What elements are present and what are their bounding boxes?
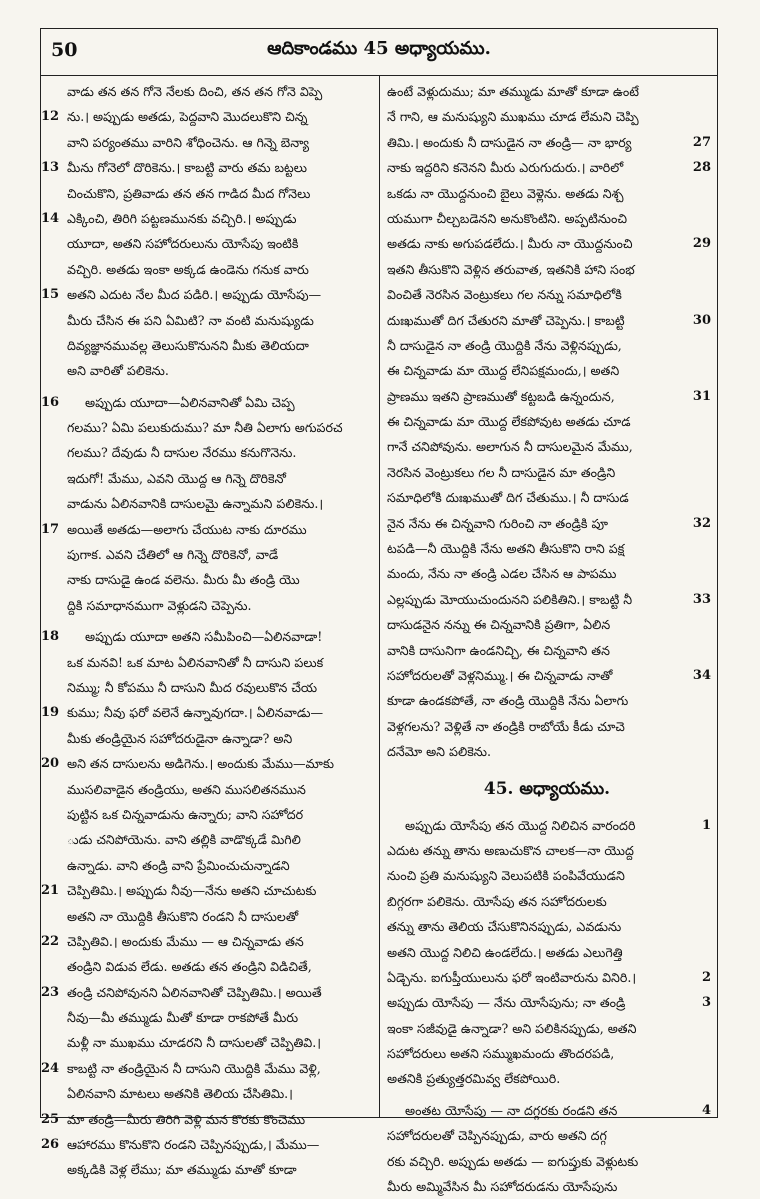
verse-number: 13 (41, 160, 60, 176)
text-line (383, 79, 711, 104)
text-line (41, 257, 369, 282)
text-line (383, 990, 711, 1015)
text-line (383, 1016, 711, 1041)
line-text: తిమి.। అందుకు నీ దాసుడైన నా తండ్రి— నా భార్య (387, 134, 632, 150)
text-line (41, 827, 369, 852)
text-line (383, 714, 711, 739)
text-line (41, 954, 369, 979)
line-text: ప్రాణము ఇతని ప్రాణముతో కట్టబడి ఉన్నందున, (387, 388, 615, 404)
line-text: ఒక మనవి! ఒక మాట ఏలినవానితో నీ దాసుని పలుక (67, 654, 324, 670)
text-line (383, 813, 711, 838)
text-line (383, 536, 711, 561)
line-text: ను.। అప్పుడు అతడు, పెద్దవాని మొదలుకొని చిన్న (67, 109, 308, 125)
text-line (41, 130, 369, 155)
verse-number: 12 (41, 109, 60, 125)
text-line (383, 838, 711, 863)
text-line (383, 460, 711, 485)
line-text: వెళ్లగలను? వెళ్లితే నా తండ్రికి రాబోయే కీడు చూచె (387, 718, 625, 734)
line-text: ఉంటే వెళ్లుదుము; మా తమ్ముడు మాతో కూడా ఉంటే (387, 84, 639, 99)
line-text: నే గాని, ఆ మనుష్యుని ముఖము చూడ లేమని చెప్పి (387, 109, 639, 125)
text-line (41, 1030, 369, 1055)
text-line (41, 491, 369, 516)
line-text: కూడా ఉండకపోతే, నా తండ్రి యొద్దికి నేను ఏలాగు (387, 693, 629, 709)
line-text: సహోదరులతో వెళ్లనిమ్ము.। ఈ చిన్నవాడు నాతో (387, 667, 613, 683)
text-line (383, 663, 711, 688)
line-text: నెరసిన వెంట్రుకలు గల నీ దాసుడైన మా తండ్రిని (387, 464, 616, 480)
text-line (383, 1098, 711, 1123)
verse-number: 26 (41, 1137, 60, 1153)
line-text: నీవు—మీ తమ్ముడు మీతో కూడా రాకపోతే మీరు (67, 1010, 299, 1026)
line-text: యూదా, అతని సహోదరులును యోసేపు ఇంటికి (67, 236, 299, 252)
line-text: దివ్యజ్ఞానమువల్ల తెలుసుకొనునని మీకు తెలియదా (67, 337, 309, 353)
line-text: అతనికి ప్రత్యుత్తరమివ్వ లేకపోయిరి. (387, 1071, 561, 1087)
verse-number: 23 (41, 984, 60, 1000)
text-line (41, 853, 369, 878)
line-text: దాసుడనైన నన్ను ఈ చిన్నవానికి ప్రతిగా, ఏలిన (387, 617, 611, 633)
verse-number: 29 (692, 236, 711, 252)
verse-number: 3 (701, 995, 711, 1011)
text-line (41, 390, 369, 415)
line-text: అప్పుడు యూదా—ఏలినవానితో ఏమి చెప్ప (85, 394, 295, 410)
text-line (41, 650, 369, 675)
text-line (383, 511, 711, 536)
line-text: గానే చనిపోవును. అలాగున నీ దాసులమైన మేము, (387, 439, 633, 455)
text-line (41, 802, 369, 827)
line-text: ఎల్లప్పుడు మోయుచుందునని పలికితిని.। కాబట్టి నీ (387, 591, 633, 607)
line-text: ద్దికి సమాధానముగా వెళ్లుడని చెప్పెను. (67, 597, 252, 613)
line-text: దుఃఖముతో దిగ చేతురని మాతో చెప్పెను.। కాబట్టి (387, 312, 625, 328)
line-text: అప్పుడు యోసేపు — నేను యోసేపును; నా తండ్రి (387, 995, 626, 1011)
text-line (41, 980, 369, 1005)
text-line (383, 1123, 711, 1148)
text-line (41, 104, 369, 129)
line-text: అతని నా యొద్దికి తీసుకొని రండని నీ దాసులతో (67, 908, 299, 924)
line-text: మందు, నేను నా తండ్రి ఎడల చేసిన ఆ పాపము (387, 566, 617, 582)
text-line (41, 593, 369, 618)
text-line (41, 542, 369, 567)
line-text: అయితే అతడు—అలాగు చేయుట నాకు దూరము (67, 521, 307, 537)
line-text: కుము; నీవు ఫరో వలెనే ఉన్నావుగదా.। ఏలినవాడు— (67, 705, 324, 721)
line-text: ఇంకా సజీవుడై ఉన్నాడా? అని పలికినప్పుడు, అతని (387, 1020, 637, 1036)
text-line (383, 282, 711, 307)
line-text: మీరు అమ్మివేసిన మీ సహోదరుడను యోసేపును (387, 1179, 618, 1195)
verse-number: 27 (692, 134, 711, 150)
text-line (41, 308, 369, 333)
line-text: అని వారితో పలికెను. (67, 363, 169, 379)
text-line (41, 231, 369, 256)
line-text: వచ్చిరి. అతడు ఇంకా అక్కడ ఉండెను గనుక వారు (67, 261, 309, 277)
page-header (41, 29, 717, 76)
text-line (383, 688, 711, 713)
line-text: వాడు తన తన గోనె నేలకు దించి, తన తన గోనె విప్పె (67, 84, 323, 99)
text-line (383, 638, 711, 663)
line-text: ఒకడు నా యొద్దనుంచి బైలు వెళ్లెను. అతడు నిశ్చ (387, 185, 624, 201)
line-text: అతడు నాకు అగుపడలేదు.। మీరు నా యొద్దనుంచి (387, 236, 633, 252)
line-text: వాని పర్యంతము వారిని శోధించెను. ఆ గిన్నె బెన్యా (67, 134, 310, 150)
line-text: సహోదరులతో చెప్పినప్పుడు, వారు అతని దగ్గ (387, 1128, 607, 1144)
line-text: ఏడ్చెను. ఐగుప్తీయులును ఫరో ఇంటివారును వినిరి.। (387, 969, 637, 985)
line-text: అని తన దాసులను అడిగెను.। అందుకు మేము—మాకు (67, 756, 334, 772)
verse-number: 33 (692, 591, 711, 607)
verse-number: 16 (41, 394, 60, 410)
line-text: చెప్పితిమి.। అప్పుడు నీవు—నేను అతని చూచుటకు (67, 883, 317, 899)
line-text: వించితే నెరసిన వెంట్రుకలు గల నన్ను సమాధిలోకి (387, 287, 622, 303)
verse-number: 32 (692, 515, 711, 531)
book-page (40, 28, 718, 1195)
line-text: ఈ చిన్నవాడు మా యొద్ద లేకపోవుట అతడు చూడ (387, 414, 631, 430)
text-line (41, 1056, 369, 1081)
line-text: నైన నేను ఈ చిన్నవాని గురించి నా తండ్రికి పూ (387, 515, 608, 531)
verse-number: 30 (692, 312, 711, 328)
verse-number: 31 (692, 388, 711, 404)
line-text: ఇతని తీసుకొని వెళ్లిన తరువాత, ఇతనికి హాని సంభ (387, 261, 635, 277)
text-line (41, 466, 369, 491)
line-text: పుట్టిన ఒక చిన్నవాడును ఉన్నారు; వాని సహోదర (67, 806, 304, 822)
text-line (41, 904, 369, 929)
line-text: నుంచి ప్రతి మనుష్యుని వెలుపటికి పంపివేయుడని (387, 868, 625, 884)
text-line (383, 612, 711, 637)
text-line (383, 561, 711, 586)
text-line (41, 777, 369, 802)
verse-number: 17 (41, 521, 60, 537)
line-text: గలము? దేవుడు నీ దాసుల నేరము కనుగొనెను. (67, 445, 297, 461)
line-text: ఆహారము కొనుకొని రండని చెప్పినప్పుడు,। మేము— (67, 1137, 320, 1153)
line-text: వానికి దాసునిగా ఉండనిచ్చి, ఈ చిన్నవాని తన (387, 642, 610, 658)
text-line (41, 415, 369, 440)
line-text: సమాధిలోకి దుఃఖముతో దిగ చేతుము.। నీ దాసుడ (387, 490, 629, 506)
line-text: ఏలినవాని మాటలు అతనికి తెలియ చేసితిమి.। (67, 1086, 293, 1102)
text-line (383, 739, 711, 764)
text-line (383, 384, 711, 409)
text-line (41, 282, 369, 307)
text-line (41, 878, 369, 903)
text-line (383, 1149, 711, 1174)
text-line (41, 700, 369, 725)
line-text: అతని ఎదుట నేల మీద పడిరి.। అప్పుడు యోసేపు— (67, 287, 322, 303)
line-text: తన్ను తాను తెలియ చేసుకొనినప్పుడు, ఎవడును (387, 919, 622, 935)
verse-number: 18 (41, 629, 60, 645)
text-line (383, 889, 711, 914)
text-line (41, 1005, 369, 1030)
line-text: అక్కడికి వెళ్ల లేము; మా తమ్ముడు మాతో కూడా (67, 1162, 297, 1178)
line-text: ఉన్నాడు. వాని తండ్రి వాని ప్రేమించుచున్నాడని (67, 857, 290, 873)
line-text: ముసలివాడైన తండ్రియు, అతని ముసలితనమున (67, 781, 306, 797)
verse-number: 34 (692, 667, 711, 683)
line-text: అంతట యోసేపు — నా దగ్గరకు రండని తన (405, 1102, 618, 1118)
verse-number: 19 (41, 705, 60, 721)
text-line (41, 1157, 369, 1182)
line-text: యముగా చీల్చబడెనని అనుకొంటిని. అప్పటినుంచి (387, 210, 628, 226)
line-text: తండ్రి చనిపోవునని ఏలినవానితో చెప్పితిమి.। అయితే (67, 984, 322, 1000)
text-line (41, 440, 369, 465)
verse-number: 15 (41, 287, 60, 303)
text-line (383, 409, 711, 434)
text-line (383, 257, 711, 282)
text-line (383, 308, 711, 333)
verse-number: 25 (41, 1111, 60, 1127)
verse-number: 20 (41, 756, 60, 772)
text-line (383, 1174, 711, 1199)
text-line (383, 863, 711, 888)
line-text: ఎక్కించి, తిరిగి పట్టణమునకు వచ్చిరి.। అప్పుడు (67, 210, 297, 226)
column-divider (379, 75, 380, 1117)
text-line (383, 231, 711, 256)
line-text: ఎదుట తన్ను తాను అణుచుకొన చాలక—నా యొద్ద (387, 842, 634, 858)
line-text: అతని యొద్ద నిలిచి ఉండలేదు.। అతడు ఎలుగెత్తి (387, 944, 623, 960)
text-line (41, 155, 369, 180)
text-line (383, 1066, 711, 1091)
text-line (41, 206, 369, 231)
verse-number: 22 (41, 933, 60, 949)
line-text: వాడును ఏలినవానికి దాసులమై ఉన్నామని పలికెను.। (67, 496, 324, 512)
verse-number: 24 (41, 1060, 60, 1076)
text-line (41, 517, 369, 542)
text-line (383, 587, 711, 612)
text-line (383, 940, 711, 965)
line-text: కాబట్టి నా తండ్రియైన నీ దాసుని యొద్దికి మేము వెళ్లి, (67, 1060, 321, 1076)
line-text: బిగ్గరగా పలికెను. యోసేపు తన సహోదరులకు (387, 893, 607, 909)
line-text: నాకు దాసుడై ఉండ వలెను. మీరు మీ తండ్రి యొ (67, 572, 300, 588)
verse-number: 21 (41, 883, 60, 899)
text-line (383, 485, 711, 510)
text-line (41, 333, 369, 358)
text-line (383, 130, 711, 155)
line-text: అప్పుడు యూదా అతని సమీపించి—ఏలినవాడా! (85, 629, 323, 645)
line-text: గలము? ఏమి పలుకుదుము? మా నీతి ఏలాగు అగుపరచ (67, 420, 343, 436)
page-title: ఆదికాండము 45 అధ్యాయము. (267, 38, 491, 59)
verse-number: 1 (701, 817, 711, 833)
chapter-heading: 45. అధ్యాయము. (483, 778, 611, 799)
text-line (41, 726, 369, 751)
text-line (383, 965, 711, 990)
verse-number: 28 (692, 160, 711, 176)
line-text: టపడి—నీ యొద్దికి నేను అతని తీసుకొని రాని పక్ష (387, 541, 625, 557)
right-column (383, 79, 711, 1195)
text-line (383, 434, 711, 459)
line-text: మళ్లీ నా ముఖము చూడరని నీ దాసులతో చెప్పితివి.। (67, 1035, 322, 1051)
text-line (41, 567, 369, 592)
text-line (41, 675, 369, 700)
text-line (383, 206, 711, 231)
line-text: ుడు చనిపోయెను. వాని తల్లికి వాడొక్కడే మిగిలి (67, 832, 301, 848)
text-line (383, 914, 711, 939)
text-line (41, 1132, 369, 1157)
left-column (41, 79, 369, 1178)
text-line (383, 358, 711, 383)
text-line (41, 929, 369, 954)
line-text: రకు వచ్చిరి. అప్పుడు అతడు — ఐగుప్తుకు వెళ్లుటకు (387, 1153, 639, 1169)
text-line (383, 155, 711, 180)
line-text: సహోదరులు అతని సమ్ముఖమందు తొందరపడి, (387, 1046, 615, 1062)
text-line (41, 181, 369, 206)
text-line (383, 104, 711, 129)
text-line (383, 1041, 711, 1066)
verse-number: 14 (41, 210, 60, 226)
text-line (41, 1107, 369, 1132)
line-text: మీను గోనెలో దొరికెను.। కాబట్టి వారు తమ బట్టలు (67, 160, 308, 176)
text-line (383, 181, 711, 206)
line-text: ఇదుగో! మేము, ఎవని యొద్ద ఆ గిన్నె దొరికెనో (67, 470, 286, 486)
page-number: 50 (51, 39, 78, 61)
text-line (41, 1081, 369, 1106)
line-text: మా తండ్రి—మీరు తిరిగి వెళ్లి మన కొరకు కొంచెము (67, 1111, 306, 1127)
line-text: తండ్రిని విడువ లేడు. అతడు తన తండ్రిని విడిచితే, (67, 959, 312, 975)
text-line (41, 79, 369, 104)
line-text: అప్పుడు యోసేపు తన యొద్ద నిలిచిన వారందరి (405, 817, 636, 833)
line-text: చించుకొని, ప్రతివాడు తన తన గాడిద మీద గోనెలు (67, 185, 311, 201)
line-text: పుగాక. ఎవని చేతిలో ఆ గిన్నె దొరికెనో, వాడే (67, 547, 279, 563)
line-text: ఈ చిన్నవాడు మా యొద్ద లేనిపక్షమందు,। అతని (387, 363, 620, 379)
text-line (383, 333, 711, 358)
line-text: నాకు ఇద్దరిని కనెనని మీరు ఎరుగుదురు.। వారిలో (387, 160, 624, 176)
line-text: నిమ్ము; నీ కోపము నీ దాసుని మీద రవులుకొన చేయ (67, 679, 318, 695)
text-line (41, 358, 369, 383)
text-line (41, 624, 369, 649)
line-text: చెప్పితివి.। అందుకు మేము — ఆ చిన్నవాడు తన (67, 933, 304, 949)
line-text: నీ దాసుడైన నా తండ్రి యొద్దికి నేను వెళ్లినప్పుడు, (387, 337, 622, 353)
text-line (41, 751, 369, 776)
verse-number: 2 (701, 969, 711, 985)
verse-number: 4 (701, 1102, 711, 1118)
line-text: దనేమో అని పలికెను. (387, 744, 491, 760)
line-text: మీకు తండ్రియైన సహోదరుడైనా ఉన్నాడా? అని (67, 730, 293, 746)
line-text: మీరు చేసిన ఈ పని ఏమిటి? నా వంటి మనుష్యుడు (67, 312, 314, 328)
